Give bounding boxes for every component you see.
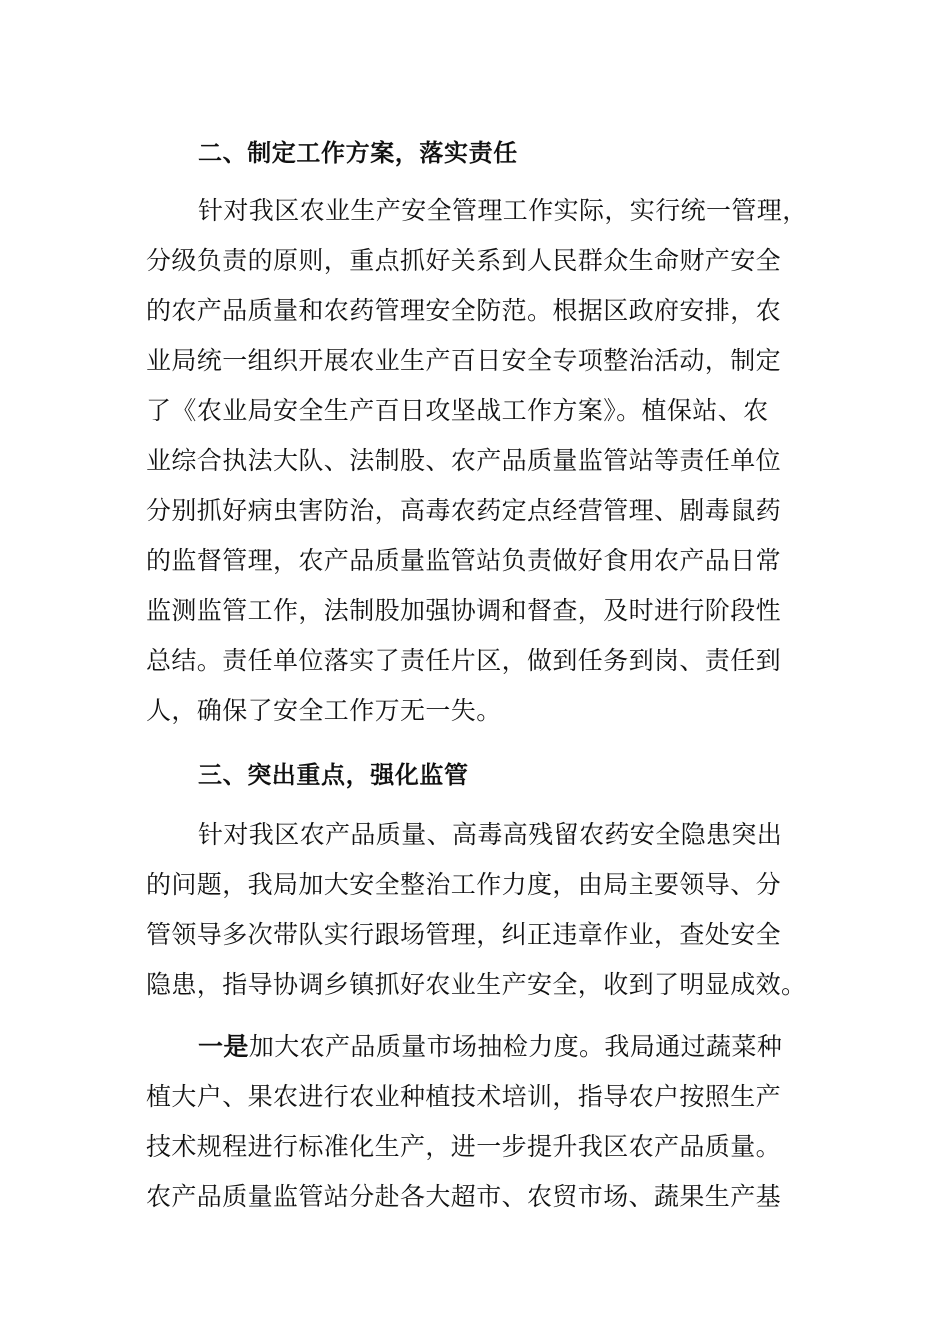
paragraph-line: 技术规程进行标准化生产，进一步提升我区农产品质量。 <box>146 1132 782 1161</box>
paragraph-line: 总结。责任单位落实了责任片区，做到任务到岗、责任到 <box>146 646 782 675</box>
paragraph-line: 业综合执法大队、法制股、农产品质量监管站等责任单位 <box>146 446 782 475</box>
paragraph-line: 针对我区农产品质量、高毒高残留农药安全隐患突出 <box>198 820 783 849</box>
item-lead-bold: 一是 <box>198 1032 249 1061</box>
paragraph-line: 监测监管工作，法制股加强协调和督查，及时进行阶段性 <box>146 596 782 625</box>
paragraph-line: 的监督管理，农产品质量监管站负责做好食用农产品日常 <box>146 546 782 575</box>
paragraph-line: 植大户、果农进行农业种植技术培训，指导农户按照生产 <box>146 1082 782 1111</box>
item-first-line-text: 加大农产品质量市场抽检力度。我局通过蔬菜种 <box>248 1032 783 1061</box>
paragraph-line: 分别抓好病虫害防治，高毒农药定点经营管理、剧毒鼠药 <box>146 496 782 525</box>
paragraph-line: 的问题，我局加大安全整治工作力度，由局主要领导、分 <box>146 870 782 899</box>
paragraph-line: 隐患，指导协调乡镇抓好农业生产安全，收到了明显成效。 <box>146 970 807 999</box>
paragraph-line: 了《农业局安全生产百日攻坚战工作方案》。植保站、农 <box>146 396 769 425</box>
section-heading-3: 三、突出重点，强化监管 <box>198 761 469 789</box>
paragraph-line: 的农产品质量和农药管理安全防范。根据区政府安排，农 <box>146 296 782 325</box>
paragraph-line: 业局统一组织开展农业生产百日安全专项整治活动，制定 <box>146 346 782 375</box>
paragraph-line: 人，确保了安全工作万无一失。 <box>146 696 502 725</box>
item-one-first-line <box>198 1030 858 1064</box>
section-heading-2: 二、制定工作方案，落实责任 <box>198 139 518 167</box>
paragraph-line: 管领导多次带队实行跟场管理，纠正违章作业，查处安全 <box>146 920 782 949</box>
paragraph-line: 针对我区农业生产安全管理工作实际，实行统一管理， <box>198 196 808 225</box>
paragraph-line: 农产品质量监管站分赴各大超市、农贸市场、蔬果生产基 <box>146 1182 782 1211</box>
paragraph-line: 分级负责的原则，重点抓好关系到人民群众生命财产安全 <box>146 246 782 275</box>
